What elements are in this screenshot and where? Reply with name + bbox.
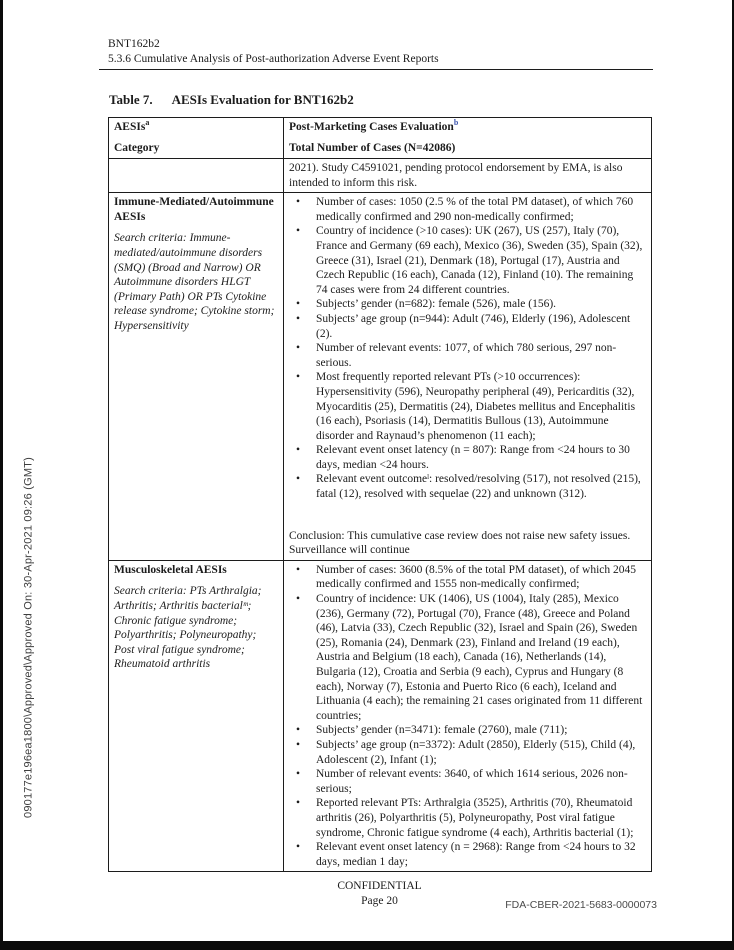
musculoskeletal-row bbox=[109, 560, 652, 871]
bullet-item bbox=[289, 796, 645, 840]
aesi-table bbox=[108, 117, 652, 872]
approval-watermark: 090177e196ea1800\Approved\Approved On: 30-Apr-2021 09:26 (GMT) bbox=[22, 457, 35, 819]
bullet-text: Relevant event outcomeˡ: resolved/resolving (517), not resolved (215), fatal (12), resolved with sequelae (22) and unknown (312). bbox=[316, 473, 641, 501]
bullet-text: Most frequently reported relevant PTs (>10 occurrences): Hypersensitivity (596), Neuropathy peripheral (49), Pericarditis (32), Myocarditis (25), Dermatitis (24), Diabetes mellitus and Encephalitis (16 each), Psoriasis (14), Dermatitis Bullous (13), Autoimmune disorder and Raynaud’s phenomenon (11 each); bbox=[316, 371, 636, 442]
table-title-label: Table 7. bbox=[109, 92, 153, 107]
continuation-text: 2021). Study C4591021, pending protocol endorsement by EMA, is also intended to inform this risk. bbox=[289, 162, 623, 189]
header-doc-code: BNT162b2 bbox=[108, 38, 160, 50]
bullet-item bbox=[289, 312, 645, 341]
bullet-item bbox=[289, 767, 645, 796]
immune-category-cell bbox=[109, 193, 284, 561]
bullet-text: Number of cases: 1050 (2.5 % of the total PM dataset), of which 760 medically confirmed and 290 non-medically confirmed; bbox=[316, 196, 634, 223]
col1-subtitle: Category bbox=[114, 141, 160, 154]
bullet-dot: • bbox=[296, 444, 301, 457]
bullet-item bbox=[289, 723, 645, 738]
bullet-item bbox=[289, 341, 645, 370]
musculoskeletal-row-title: Musculoskeletal AESIs bbox=[114, 563, 227, 576]
bullet-item bbox=[289, 297, 645, 312]
page-number: Page 20 bbox=[361, 894, 398, 907]
bullet-text: Relevant event onset latency (n = 807): Range from <24 hours to 30 days, median <24 hours. bbox=[316, 444, 630, 471]
continuation-row bbox=[109, 159, 652, 193]
bullet-text: Country of incidence (>10 cases): UK (267), US (257), Italy (70), France and Germany (69 each), Mexico (36), Sweden (35), Spain (32), Greece (31), Israel (21), Denmark (18), Portugal (17), Austria and Czech Republic (16 each), Canada (12), Finland (10). The remaining 74 cases were from 24 different countries. bbox=[316, 225, 643, 296]
scan-edge-bottom bbox=[0, 941, 734, 950]
footnote-marker-b: b bbox=[453, 118, 459, 128]
table-header-row bbox=[109, 118, 652, 159]
bullet-dot: • bbox=[296, 593, 301, 606]
bullet-item bbox=[289, 195, 645, 224]
bullet-dot: • bbox=[296, 841, 301, 854]
bullet-text: Relevant event onset latency (n = 2968): Range from <24 hours to 32 days, median 1 day; bbox=[316, 841, 636, 868]
musculoskeletal-category-cell bbox=[109, 560, 284, 871]
continuation-left-cell bbox=[109, 159, 284, 193]
col2-title-line bbox=[289, 120, 645, 135]
immune-row bbox=[109, 193, 652, 561]
bullet-dot: • bbox=[296, 196, 301, 209]
col1-title-line bbox=[114, 120, 277, 135]
immune-row-title: Immune-Mediated/Autoimmune AESIs bbox=[114, 196, 274, 223]
bullet-text: Subjects’ gender (n=682): female (526), male (156). bbox=[316, 298, 557, 311]
immune-search-criteria: Search criteria: Immune-mediated/autoimmune disorders (SMQ) (Broad and Narrow) OR Autoimmune disorders HLGT (Primary Path) OR PTs Cytokine release syndrome; Cytokine storm; Hypersensitivity bbox=[114, 232, 275, 332]
col2-subtitle: Total Number of Cases (N=42086) bbox=[289, 141, 456, 154]
bullet-item bbox=[289, 592, 645, 723]
bullet-item bbox=[289, 472, 645, 501]
musculoskeletal-evaluation-cell bbox=[284, 560, 652, 871]
footnote-marker-a: a bbox=[145, 118, 150, 128]
bullet-dot: • bbox=[296, 738, 301, 751]
table-title-text: AESIs Evaluation for BNT162b2 bbox=[171, 92, 354, 107]
header-rule bbox=[99, 69, 653, 70]
bullet-text: Number of cases: 3600 (8.5% of the total PM dataset), of which 2045 medically confirmed and 1555 non-medically confirmed; bbox=[316, 563, 637, 591]
header-section-title: 5.3.6 Cumulative Analysis of Post-authorization Adverse Event Reports bbox=[108, 52, 439, 65]
bullet-dot: • bbox=[296, 312, 301, 325]
bullet-text: Country of incidence: UK (1406), US (1004), Italy (285), Mexico (236), Germany (72), Portugal (70), France (48), Greece and Poland (46), Latvia (33), Czech Republic (32), Israel and Spain (26), Sweden (25), Romania (24), Denmark (23), Finland and Ireland (19 each), Austria and Belgium (18 each), Canada (16), Netherlands (14), Bulgaria (12), Croatia and Serbia (9 each), Cyprus and Hungary (8 each), Norway (7), Estonia and Puerto Rico (6 each), Iceland and Lithuania (4 each); the remaining 21 cases originated from 11 different countries; bbox=[316, 593, 643, 722]
bullet-text: Reported relevant PTs: Arthralgia (3525), Arthritis (70), Rheumatoid arthritis (26), Polyarthritis (5), Polyneuropathy, Post viral fatigue syndrome, Chronic fatigue syndrome (4 each), Arthritis bacterial (1); bbox=[316, 797, 634, 839]
col2-title: Post-Marketing Cases Evaluation bbox=[289, 121, 454, 133]
bullet-text: Number of relevant events: 3640, of which 1614 serious, 2026 non-serious; bbox=[316, 768, 628, 795]
bullet-text: Number of relevant events: 1077, of which 780 serious, 297 non-serious. bbox=[316, 342, 617, 369]
bullet-item bbox=[289, 370, 645, 443]
immune-evaluation-cell bbox=[284, 193, 652, 561]
bullet-dot: • bbox=[296, 797, 301, 810]
bullet-dot: • bbox=[296, 342, 301, 355]
bullet-item bbox=[289, 563, 645, 592]
continuation-right-cell bbox=[284, 159, 652, 193]
table-title bbox=[109, 92, 354, 108]
fda-document-id: FDA-CBER-2021-5683-0000073 bbox=[505, 899, 657, 911]
bullet-item bbox=[289, 443, 645, 472]
bullet-item bbox=[289, 840, 645, 869]
bullet-dot: • bbox=[296, 768, 301, 781]
bullet-dot: • bbox=[296, 473, 301, 486]
bullet-text: Subjects’ age group (n=3372): Adult (2850), Elderly (515), Child (4), Adolescent (2), Infant (1); bbox=[316, 738, 636, 766]
immune-conclusion: Conclusion: This cumulative case review does not raise new safety issues. Surveillance will continue bbox=[289, 529, 631, 557]
confidential-label: CONFIDENTIAL bbox=[337, 880, 422, 892]
page-header bbox=[108, 37, 653, 70]
bullet-dot: • bbox=[296, 225, 301, 238]
bullet-text: Subjects’ gender (n=3471): female (2760), male (711); bbox=[316, 724, 568, 737]
bullet-dot: • bbox=[296, 298, 301, 311]
header-cell-evaluation bbox=[284, 118, 652, 159]
bullet-dot: • bbox=[296, 724, 301, 737]
bullet-item bbox=[289, 738, 645, 767]
bullet-dot: • bbox=[296, 371, 301, 384]
bullet-item bbox=[289, 224, 645, 297]
musculoskeletal-bullet-list bbox=[289, 563, 645, 869]
musculoskeletal-search-criteria: Search criteria: PTs Arthralgia; Arthritis; Arthritis bacterialᵐ; Chronic fatigue syndrome; Polyarthritis; Polyneuropathy; Post viral fatigue syndrome; Rheumatoid arthritis bbox=[114, 585, 262, 671]
immune-bullet-list bbox=[289, 195, 645, 501]
bullet-text: Subjects’ age group (n=944): Adult (746), Elderly (196), Adolescent (2). bbox=[316, 312, 631, 340]
col1-title: AESIs bbox=[114, 121, 146, 133]
bullet-dot: • bbox=[296, 563, 301, 576]
scan-edge-left bbox=[0, 0, 3, 950]
header-cell-aesis-category bbox=[109, 118, 284, 159]
